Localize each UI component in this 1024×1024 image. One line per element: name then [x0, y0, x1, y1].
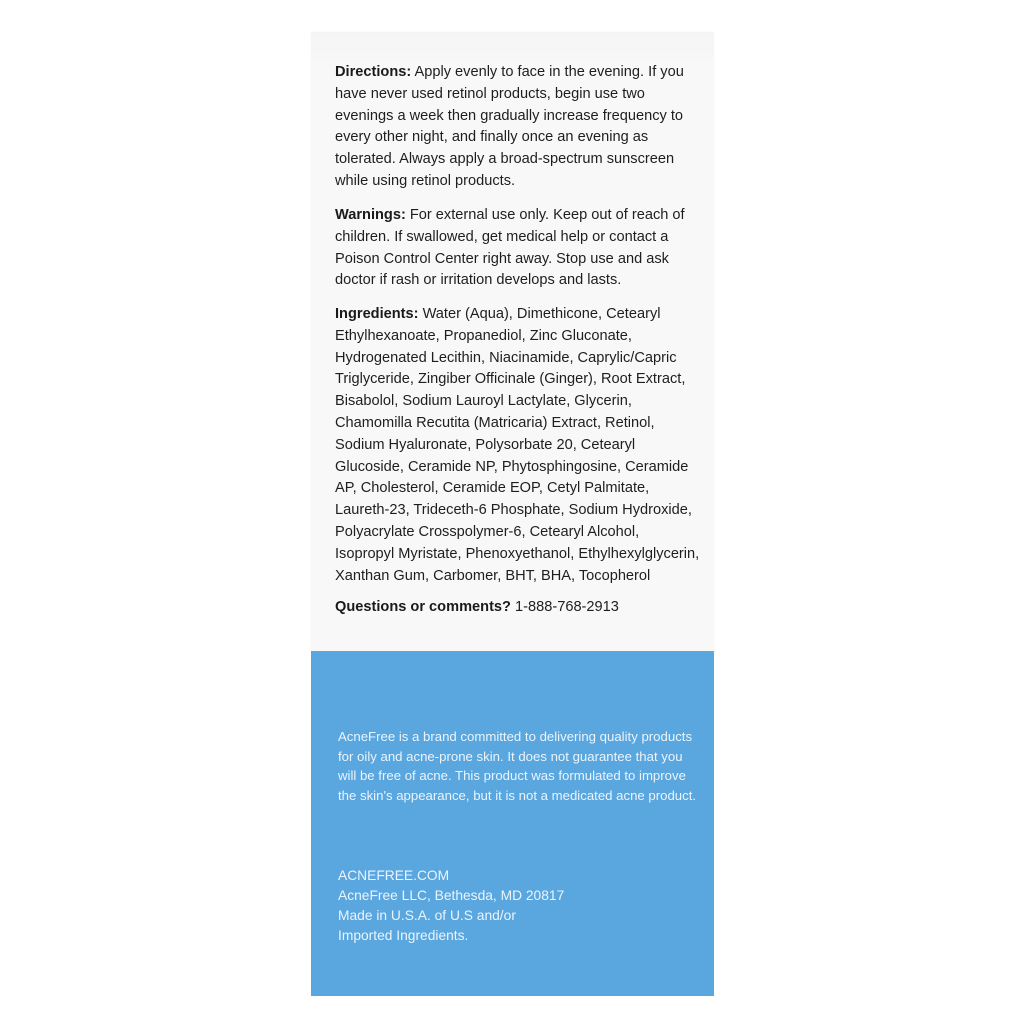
origin-line-1: Made in U.S.A. of U.S and/or [338, 908, 516, 923]
directions-label: Directions: [335, 64, 412, 80]
company-address: AcneFree LLC, Bethesda, MD 20817 [338, 888, 565, 903]
website-text: ACNEFREE.COM [338, 868, 450, 883]
ingredients-paragraph [335, 304, 700, 587]
phone-number: 1-888-768-2913 [510, 599, 619, 615]
brand-statement: AcneFree is a brand committed to delivering quality products for oily and acne-prone skin. It does not guarantee that you will be free of acne. This product was formulated to improve the skin's appearance, but it is not a medicated acne product. [338, 729, 697, 803]
ingredients-text: Water (Aqua), Dimethicone, Cetearyl Ethylhexanoate, Propanediol, Zinc Gluconate, Hydrogenated Lecithin, Niacinamide, Caprylic/Capric Triglyceride, Zingiber Officinale (Ginger), Root Extract, Bisabolol, Sodium Lauroyl Lactylate, Glycerin, Chamomilla Recutita (Matricaria) Extract, Retinol, Sodium Hyaluronate, Polysorbate 20, Cetearyl Glucoside, Ceramide NP, Phytosphingosine, Ceramide AP, Cholesterol, Ceramide EOP, Cetyl Palmitate, Laureth-23, Trideceth-6 Phosphate, Sodium Hydroxide, Polyacrylate Crosspolymer-6, Cetearyl Alcohol, Isopropyl Myristate, Phenoxyethanol, Ethylhexylglycerin, Xanthan Gum, Carbomer, BHT, BHA, Tocopherol [335, 306, 700, 584]
warnings-text: For external use only. Keep out of reach of children. If swallowed, get medical help or contact a Poison Control Center right away. Stop use and ask doctor if rash or irritation develops and lasts. [335, 207, 685, 289]
questions-label: Questions or comments? [335, 599, 511, 615]
product-box [311, 32, 714, 996]
questions-paragraph [335, 597, 705, 619]
origin-line-2: Imported Ingredients. [338, 928, 469, 943]
warnings-paragraph [335, 205, 705, 292]
warnings-label: Warnings: [335, 207, 406, 223]
contact-block [338, 866, 698, 946]
directions-paragraph [335, 62, 705, 193]
ingredients-label: Ingredients: [335, 306, 419, 322]
directions-text: Apply evenly to face in the evening. If you have never used retinol products, begin use two evenings a week then gradually increase frequency to every other night, and finally once an evening as tolerated. Always apply a broad-spectrum sunscreen while using retinol products. [335, 64, 684, 189]
